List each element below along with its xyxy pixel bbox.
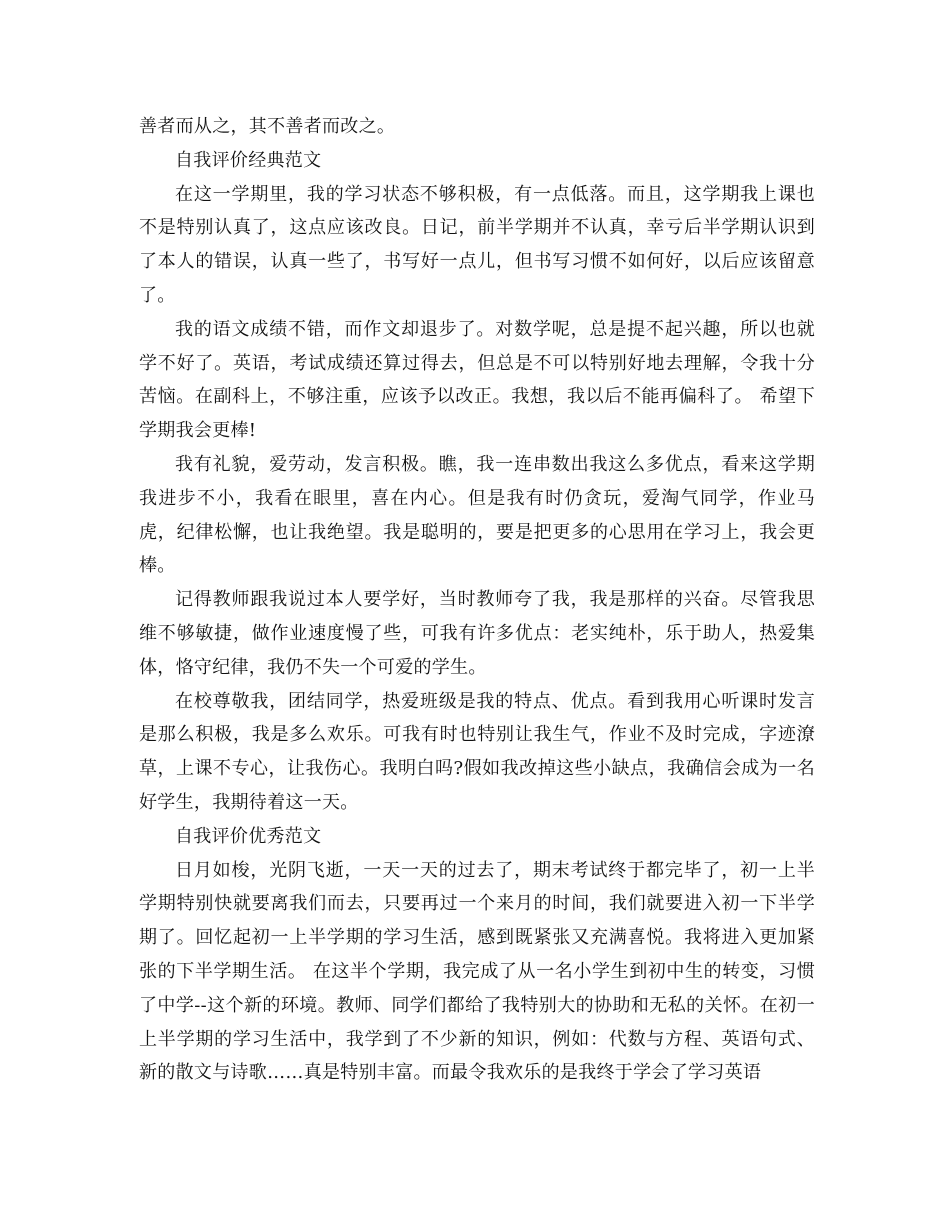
paragraph: 日月如梭，光阴飞逝，一天一天的过去了，期末考试终于都完毕了，初一上半学期特别快就要离我们而去，只要再过一个来月的时间，我们就要进入初一下半学期了。回忆起初一上半学期的学习生活，感到既紧张又充满喜悦。我将进入更加紧张的下半学期生活。 在这半个学期，我完成了从一名小学生到初中生的转变，习惯了中学--这个新的环境。教师、同学们都给了我特别大的协助和无私的关怀。在初一上半学期的学习生活中，我学到了不少新的知识，例如：代数与方程、英语句式、新的散文与诗歌……真是特别丰富。而最令我欢乐的是我终于学会了学习英语 <box>139 859 815 1084</box>
paragraph: 在这一学期里，我的学习状态不够积极，有一点低落。而且，这学期我上课也不是特别认真了，这点应该改良。日记，前半学期并不认真，幸亏后半学期认识到了本人的错误，认真一些了，书写好一点儿，但书写习惯不如何好，以后应该留意了。 <box>139 183 815 306</box>
paragraph-opening: 善者而从之，其不善者而改之。 <box>139 116 396 137</box>
paragraph: 我的语文成绩不错，而作文却退步了。对数学呢，总是提不起兴趣，所以也就学不好了。英语，考试成绩还算过得去，但总是不可以特别好地去理解，令我十分苦恼。在副科上，不够注重，应该予以改正。我想，我以后不能再偏科了。 希望下学期我会更棒! <box>139 318 815 442</box>
paragraph: 在校尊敬我，团结同学，热爱班级是我的特点、优点。看到我用心听课时发言是那么积极，我是多么欢乐。可我有时也特别让我生气，作业不及时完成，字迹潦草，上课不专心，让我伤心。我明白吗?假如我改掉这些小缺点，我确信会成为一名好学生，我期待着这一天。 <box>139 690 815 813</box>
document-page <box>139 110 815 1090</box>
section-heading-excellent: 自我评价优秀范文 <box>175 825 322 847</box>
paragraph: 我有礼貌，爱劳动，发言积极。瞧，我一连串数出我这么多优点，看来这学期我进步不小，我看在眼里，喜在内心。但是我有时仍贪玩，爱淘气同学，作业马虎，纪律松懈，也让我绝望。我是聪明的，要是把更多的心思用在学习上，我会更棒。 <box>139 453 815 577</box>
section-heading-classic: 自我评价经典范文 <box>175 149 322 171</box>
paragraph: 记得教师跟我说过本人要学好，当时教师夸了我，我是那样的兴奋。尽管我思维不够敏捷，做作业速度慢了些，可我有许多优点：老实纯朴，乐于助人，热爱集体，恪守纪律，我仍不失一个可爱的学生。 <box>139 589 815 678</box>
